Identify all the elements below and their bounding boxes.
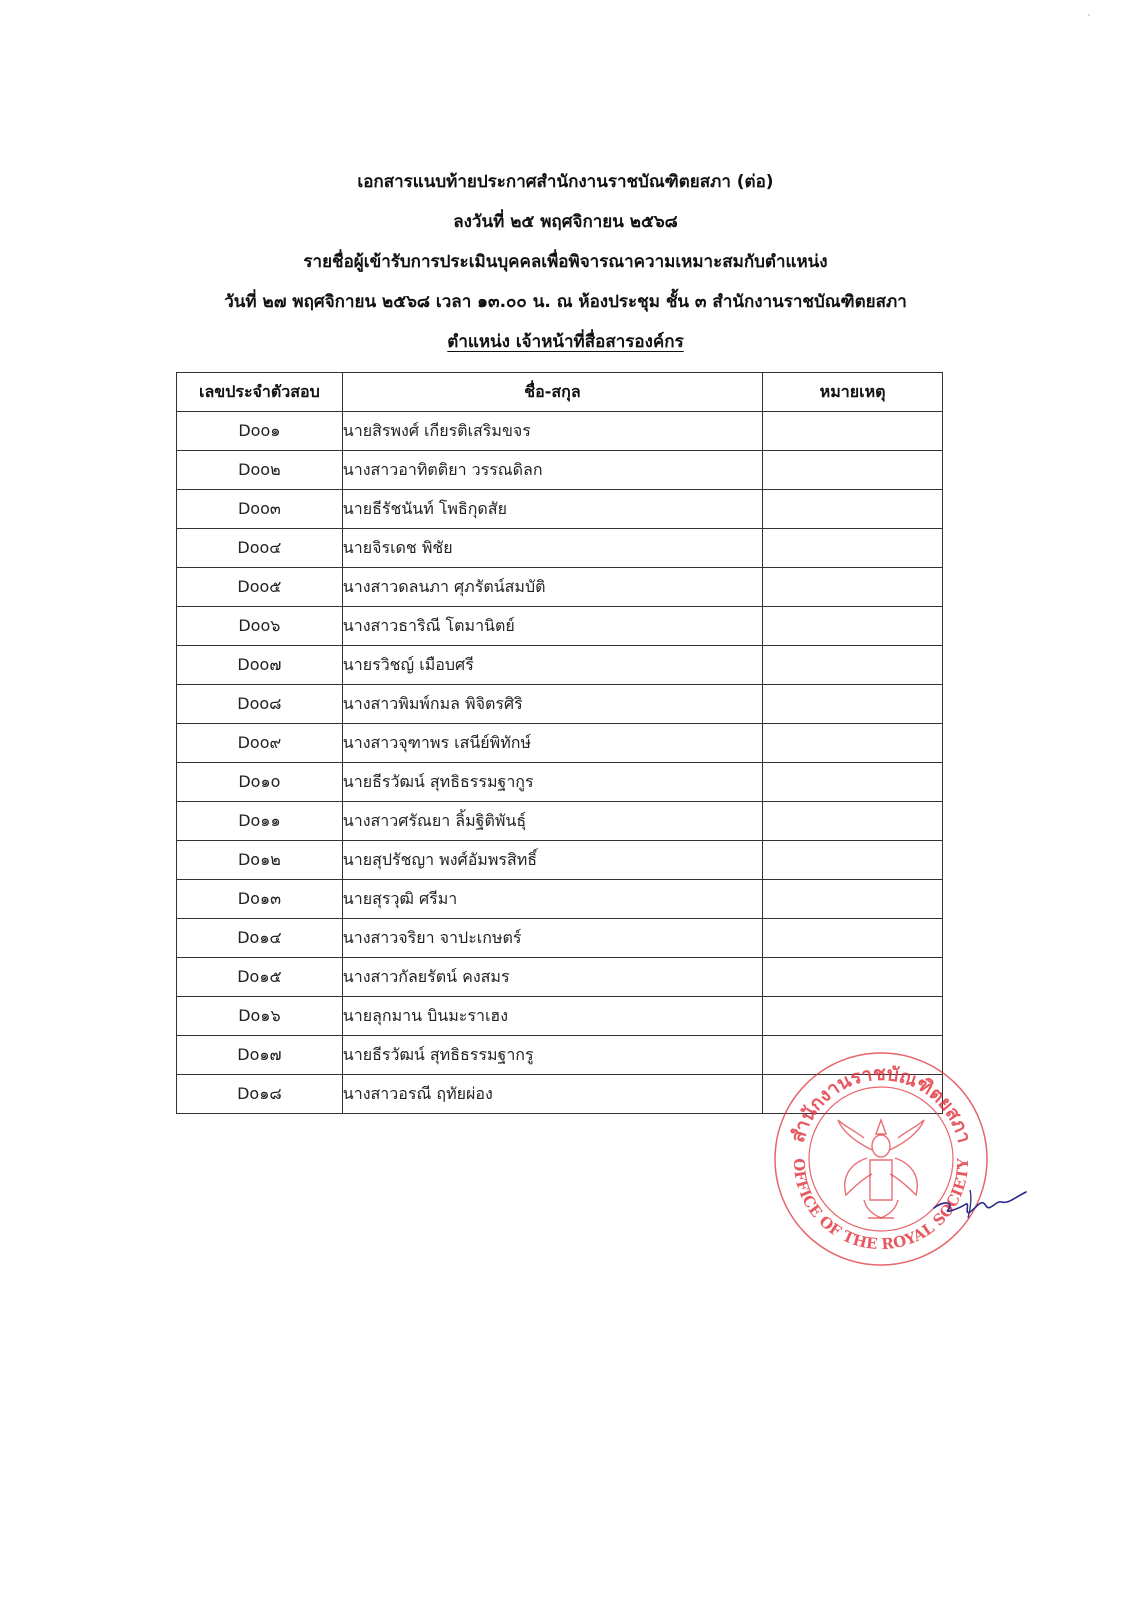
full-name-cell: นายสิรพงศ์ เกียรติเสริมขจร [342,412,762,451]
candidate-table [176,372,943,1114]
garuda-emblem-icon [838,1120,924,1218]
full-name-cell: นางสาวพิมพ์กมล พิจิตรศิริ [342,685,762,724]
remarks-cell [763,1075,943,1114]
remarks-cell [763,841,943,880]
full-name-cell: นางสาวจุฑาพร เสนีย์พิทักษ์ [342,724,762,763]
exam-id-cell: Doo๓ [177,490,343,529]
exam-id-cell: Doo๘ [177,685,343,724]
full-name-cell: นายธีรัชนันท์ โพธิกุดสัย [342,490,762,529]
remarks-cell [763,763,943,802]
table-row [177,529,943,568]
exam-id-cell: Doo๑ [177,412,343,451]
full-name-cell: นายลุกมาน บินมะราเฮง [342,997,762,1036]
scan-speck [1088,14,1090,16]
table-row [177,646,943,685]
table-row [177,919,943,958]
table-row [177,1075,943,1114]
table-row [177,880,943,919]
table-row [177,724,943,763]
document-date: ลงวันที่ ๒๕ พฤศจิกายน ๒๕๖๘ [453,212,678,232]
full-name-cell: นางสาวดลนภา ศุภรัตน์สมบัติ [342,568,762,607]
full-name-cell: นางสาวธาริณี โตมานิตย์ [342,607,762,646]
exam-id-cell: Do๑๑ [177,802,343,841]
table-row [177,958,943,997]
column-header-full-name: ชื่อ-สกุล [342,373,762,412]
signature [930,1182,1030,1222]
full-name-cell: นายธีรวัฒน์ สุทธิธรรมฐากรู [342,1036,762,1075]
table-row [177,997,943,1036]
svg-text:OFFICE OF THE ROYAL SOCIETY: OFFICE OF THE ROYAL SOCIETY [789,1157,973,1254]
full-name-cell: นางสาวกัลยรัตน์ คงสมร [342,958,762,997]
full-name-cell: นายสุรวุฒิ ศรีมา [342,880,762,919]
full-name-cell: นายสุปรัชญา พงศ์อัมพรสิทธิ์ [342,841,762,880]
exam-id-cell: Doo๖ [177,607,343,646]
table-header-row [177,373,943,412]
table-row [177,763,943,802]
remarks-cell [763,802,943,841]
remarks-cell [763,646,943,685]
table-row [177,412,943,451]
document-title: เอกสารแนบท้ายประกาศสำนักงานราชบัณฑิตยสภา (ต่อ) [357,172,774,192]
exam-id-cell: Do๑๔ [177,919,343,958]
table-row [177,490,943,529]
table-row [177,1036,943,1075]
document-subject: รายชื่อผู้เข้ารับการประเมินบุคคลเพื่อพิจารณาความเหมาะสมกับตำแหน่ง [303,252,828,272]
remarks-cell [763,958,943,997]
full-name-cell: นางสาวศรัณยา ลิ้มฐิติพันธุ์ [342,802,762,841]
remarks-cell [763,880,943,919]
exam-id-cell: Do๑o [177,763,343,802]
table-row [177,685,943,724]
remarks-cell [763,685,943,724]
full-name-cell: นายรวิชญ์ เมือบศรี [342,646,762,685]
exam-id-cell: Do๑๘ [177,1075,343,1114]
exam-id-cell: Do๑๗ [177,1036,343,1075]
exam-id-cell: Do๑๖ [177,997,343,1036]
remarks-cell [763,412,943,451]
remarks-cell [763,607,943,646]
table-row [177,607,943,646]
table-row [177,568,943,607]
svg-text:สำนักงานราชบัณฑิตยสภา: สำนักงานราชบัณฑิตยสภา [786,1062,976,1146]
full-name-cell: นายจิรเดช พิชัย [342,529,762,568]
remarks-cell [763,529,943,568]
remarks-cell [763,1036,943,1075]
table-row [177,451,943,490]
column-header-remarks: หมายเหตุ [763,373,943,412]
exam-id-cell: Doo๙ [177,724,343,763]
exam-id-cell: Doo๕ [177,568,343,607]
exam-id-cell: Doo๔ [177,529,343,568]
full-name-cell: นางสาวจริยา จาปะเกษตร์ [342,919,762,958]
exam-id-cell: Doo๒ [177,451,343,490]
exam-id-cell: Do๑๕ [177,958,343,997]
position-title: ตำแหน่ง เจ้าหน้าที่สื่อสารองค์กร [447,332,684,352]
exam-id-cell: Doo๗ [177,646,343,685]
exam-id-cell: Do๑๓ [177,880,343,919]
column-header-exam-id: เลขประจำตัวสอบ [177,373,343,412]
table-row [177,841,943,880]
remarks-cell [763,997,943,1036]
remarks-cell [763,490,943,529]
exam-id-cell: Do๑๒ [177,841,343,880]
full-name-cell: นางสาวอรณี ฤทัยผ่อง [342,1075,762,1114]
meeting-schedule: วันที่ ๒๗ พฤศจิกายน ๒๕๖๘ เวลา ๑๓.๐๐ น. ณ ห้องประชุม ชั้น ๓ สำนักงานราชบัณฑิตยสภา [224,292,907,312]
full-name-cell: นายธีรวัฒน์ สุทธิธรรมฐากูร [342,763,762,802]
remarks-cell [763,451,943,490]
remarks-cell [763,568,943,607]
remarks-cell [763,919,943,958]
remarks-cell [763,724,943,763]
table-row [177,802,943,841]
full-name-cell: นางสาวอาทิตติยา วรรณดิลก [342,451,762,490]
